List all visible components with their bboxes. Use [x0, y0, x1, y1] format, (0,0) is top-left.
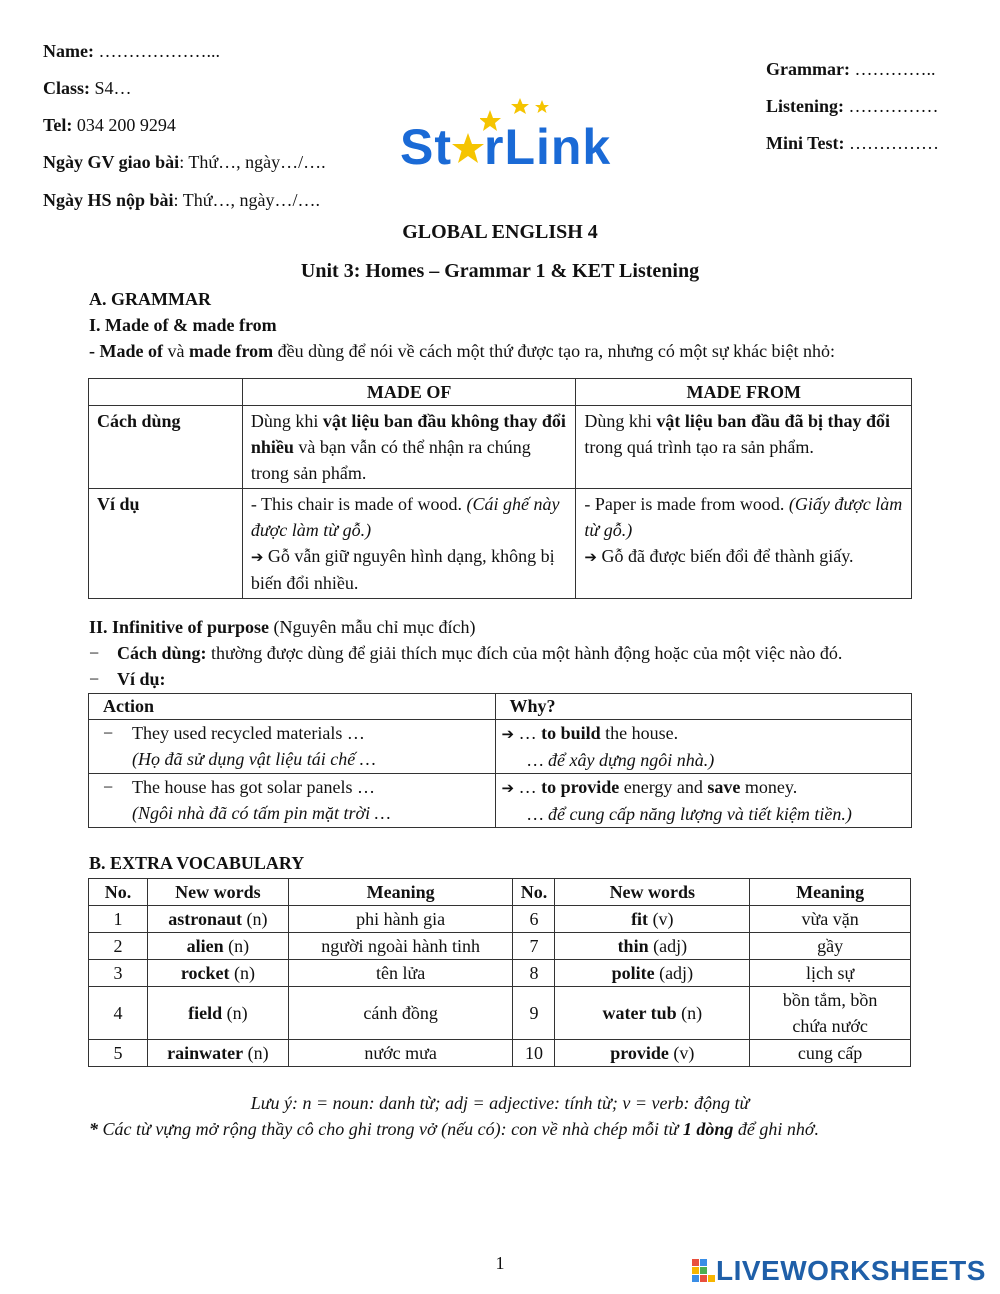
- vocab-header-row: No. New words Meaning No. New words Meaning: [89, 879, 911, 906]
- arrow-icon: ➔: [584, 548, 597, 566]
- logo-star-icon: [451, 132, 485, 166]
- abbreviation-note: Lưu ý: n = noun: danh từ; adj = adjective: tính từ; v = verb: động từ: [250, 1093, 750, 1113]
- purpose-row: − The house has got solar panels … (Ngôi nhà đã có tấm pin mặt trời … ➔ … to provide energy and save money. … để cung cấp năng lượng và tiết kiệm tiền.): [89, 774, 912, 828]
- logo-wordmark: St rLink: [400, 119, 612, 175]
- vocab-table: [88, 878, 911, 1067]
- col-made-from: MADE FROM: [576, 379, 912, 406]
- name-line: Name: ………………...: [43, 41, 220, 61]
- purpose-row: − They used recycled materials … (Họ đã sử dụng vật liệu tái chế … ➔ … to build the house. … để xây dựng ngôi nhà.): [89, 720, 912, 774]
- purpose-table: [88, 693, 912, 828]
- example-made-from: - Paper is made from wood. (Giấy được làm từ gỗ.) ➔ Gỗ đã được biến đổi để thành giấy.: [576, 489, 912, 599]
- section-b-heading: B. EXTRA VOCABULARY: [89, 853, 305, 873]
- col-made-of: MADE OF: [242, 379, 576, 406]
- starlink-logo: [400, 96, 640, 186]
- row-label-example: Ví dụ: [89, 489, 243, 599]
- table-row: 4 field (n) cánh đồng 9 water tub (n) bồn tắm, bồn chứa nước: [89, 987, 911, 1040]
- table-row: 3 rocket (n) tên lửa 8 polite (adj) lịch sự: [89, 960, 911, 987]
- arrow-icon: ➔: [501, 725, 515, 743]
- part2-usage: − Cách dùng: thường được dùng để giải thích mục đích của một hành động hoặc của một việc nào đó.: [89, 643, 843, 663]
- arrow-icon: ➔: [250, 548, 264, 566]
- usage-made-of: Dùng khi vật liệu ban đầu không thay đổi nhiều và bạn vẫn có thể nhận ra chúng trong sản phẩm.: [242, 406, 576, 489]
- assign-date-line: Ngày GV giao bài: Thứ…, ngày…/….: [43, 152, 326, 172]
- part1-heading: I. Made of & made from: [89, 315, 277, 335]
- table-row-usage: [89, 406, 912, 489]
- arrow-icon: ➔: [501, 779, 515, 797]
- page-subtitle: Unit 3: Homes – Grammar 1 & KET Listening: [300, 260, 700, 282]
- grammar-score-line: Grammar: …………..: [766, 59, 936, 79]
- table-header-row: [89, 379, 912, 406]
- part2-example-label: − Ví dụ:: [89, 669, 166, 689]
- liveworksheets-logo-icon: [692, 1259, 716, 1283]
- example-made-of: - This chair is made of wood. (Cái ghế này được làm từ gỗ.) ➔ Gỗ vẫn giữ nguyên hình dạng, không bị biến đổi nhiều.: [242, 489, 576, 599]
- table-row: 2 alien (n) người ngoài hành tinh 7 thin (adj) gầy: [89, 933, 911, 960]
- col-action: Action: [89, 694, 496, 720]
- minitest-score-line: Mini Test: ……………: [766, 133, 940, 153]
- submit-date-line: Ngày HS nộp bài: Thứ…, ngày…/….: [43, 190, 320, 210]
- col-why: Why?: [495, 694, 911, 720]
- page-title: GLOBAL ENGLISH 4: [402, 221, 598, 243]
- row-label-usage: Cách dùng: [89, 406, 243, 489]
- usage-made-from: Dùng khi vật liệu ban đầu đã bị thay đổi trong quá trình tạo ra sản phẩm.: [576, 406, 912, 489]
- part2-heading: II. Infinitive of purpose (Nguyên mẫu chỉ mục đích): [89, 617, 476, 637]
- liveworksheets-watermark: LIVEWORKSHEETS: [692, 1255, 986, 1287]
- copy-instruction-note: * Các từ vựng mở rộng thầy cô cho ghi trong vở (nếu có): con về nhà chép mỗi từ 1 dòng để ghi nhớ.: [89, 1119, 819, 1139]
- part1-intro: - Made of và made from đều dùng để nói về cách một thứ được tạo ra, nhưng có một sự khác biệt nhỏ:: [89, 341, 836, 361]
- made-of-from-table: [88, 378, 912, 599]
- section-a-heading: A. GRAMMAR: [89, 289, 211, 309]
- tel-line: Tel: 034 200 9294: [43, 115, 176, 135]
- page-number: 1: [495, 1253, 505, 1273]
- table-row: 5 rainwater (n) nước mưa 10 provide (v) cung cấp: [89, 1040, 911, 1067]
- listening-score-line: Listening: ……………: [766, 96, 939, 116]
- table-row-example: [89, 489, 912, 599]
- class-line: Class: S4…: [43, 78, 132, 98]
- table-row: 1 astronaut (n) phi hành gia 6 fit (v) vừa vặn: [89, 906, 911, 933]
- purpose-header-row: [89, 694, 912, 720]
